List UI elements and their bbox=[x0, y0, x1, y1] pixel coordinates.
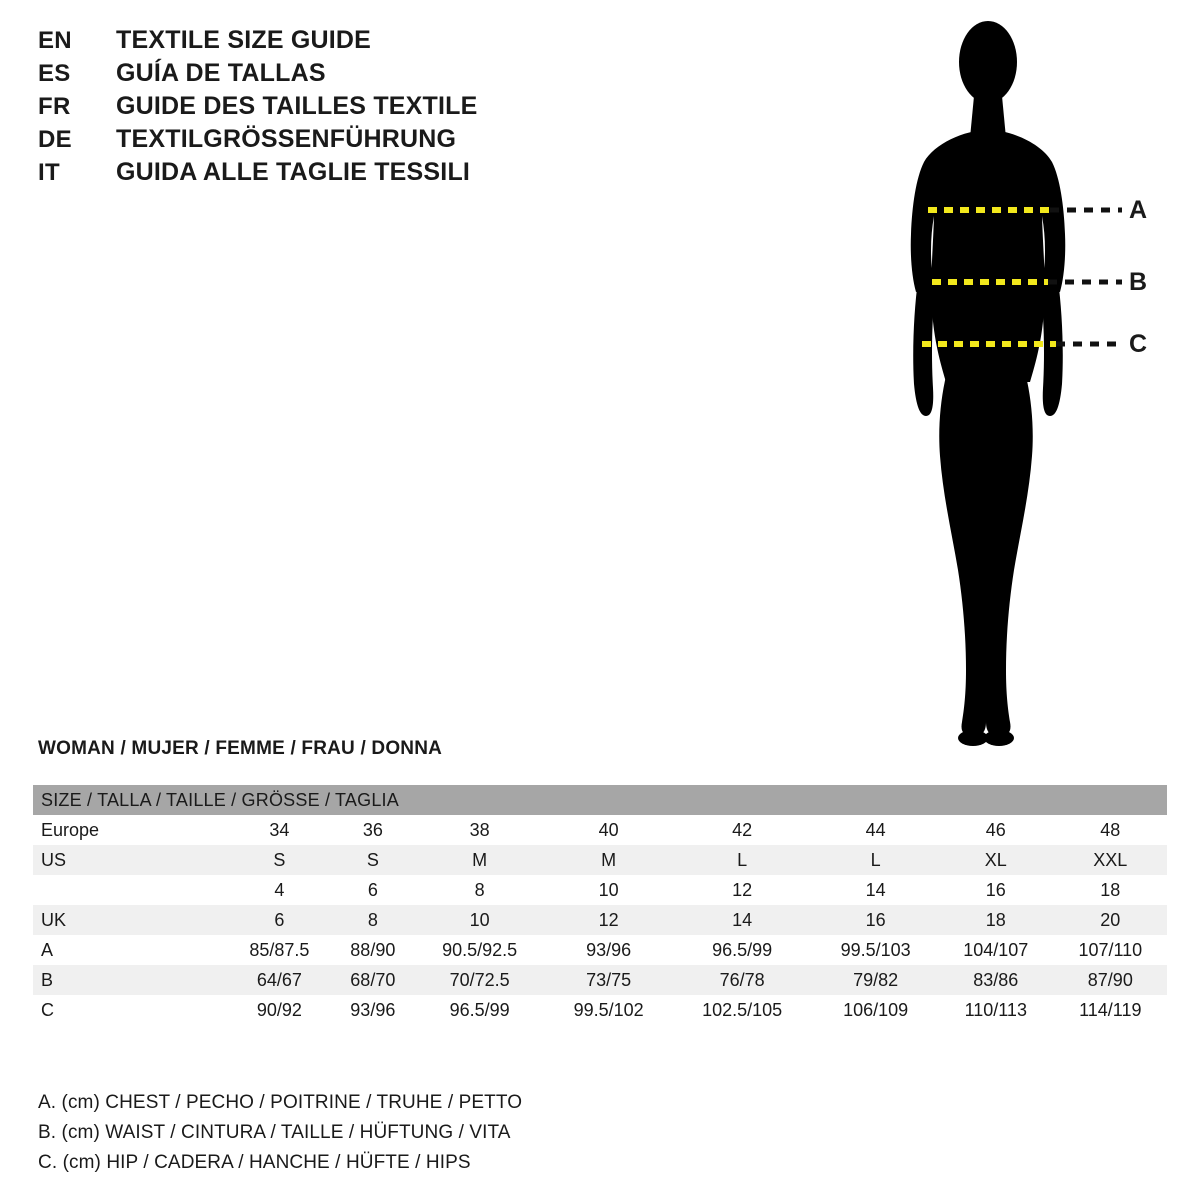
title-lang-es: ES bbox=[38, 60, 71, 87]
cell: 8 bbox=[474, 879, 485, 900]
cell: 104/107 bbox=[963, 939, 1029, 960]
cell: 34 bbox=[269, 819, 290, 840]
cell: 68/70 bbox=[350, 969, 396, 990]
cell: 12 bbox=[732, 879, 753, 900]
table-header-label: SIZE / TALLA / TAILLE / GRÖSSE / TAGLIA bbox=[41, 789, 399, 810]
cell: 114/119 bbox=[1079, 999, 1142, 1020]
title-block bbox=[38, 26, 658, 191]
table-row bbox=[33, 965, 1167, 995]
cell: M bbox=[601, 849, 617, 870]
cell: 38 bbox=[469, 819, 490, 840]
cell: 6 bbox=[274, 909, 285, 930]
cell: 40 bbox=[598, 819, 619, 840]
footnote-chest: A. (cm) CHEST / PECHO / POITRINE / TRUHE / PETTO bbox=[38, 1092, 523, 1113]
cell: 88/90 bbox=[350, 939, 396, 960]
cell: 90.5/92.5 bbox=[442, 939, 518, 960]
cell: 110/113 bbox=[964, 999, 1027, 1020]
cell: 79/82 bbox=[853, 969, 899, 990]
footnotes bbox=[38, 1088, 838, 1178]
title-text-fr: GUIDE DES TAILLES TEXTILE bbox=[116, 92, 478, 120]
table-row bbox=[33, 815, 1167, 845]
row-label-b: B bbox=[41, 969, 54, 990]
title-text-es: GUÍA DE TALLAS bbox=[116, 59, 326, 87]
cell: S bbox=[273, 849, 286, 870]
row-label-uk: UK bbox=[41, 909, 67, 930]
cell: 14 bbox=[732, 909, 753, 930]
title-lang-de: DE bbox=[38, 126, 72, 153]
cell: 16 bbox=[985, 879, 1006, 900]
row-label-us: US bbox=[41, 849, 67, 870]
cell: 85/87.5 bbox=[249, 939, 310, 960]
measure-label-a: A bbox=[1129, 196, 1148, 224]
cell: 107/110 bbox=[1078, 939, 1143, 960]
cell: L bbox=[870, 849, 881, 870]
cell: 12 bbox=[598, 909, 619, 930]
cell: 46 bbox=[985, 819, 1006, 840]
footnote-hip: C. (cm) HIP / CADERA / HANCHE / HÜFTE / HIPS bbox=[38, 1152, 471, 1173]
cell: 73/75 bbox=[586, 969, 632, 990]
row-label-a: A bbox=[41, 939, 54, 960]
cell: XL bbox=[984, 849, 1007, 870]
cell: 102.5/105 bbox=[702, 999, 783, 1020]
title-lang-fr: FR bbox=[38, 93, 71, 120]
cell: 70/72.5 bbox=[449, 969, 510, 990]
table-row bbox=[33, 905, 1167, 935]
size-table bbox=[33, 785, 1167, 1025]
section-title: WOMAN / MUJER / FEMME / FRAU / DONNA bbox=[38, 738, 443, 759]
cell: 8 bbox=[367, 909, 378, 930]
title-row bbox=[38, 26, 658, 59]
measure-label-b: B bbox=[1129, 268, 1148, 296]
cell: 93/96 bbox=[350, 999, 396, 1020]
cell: 36 bbox=[362, 819, 383, 840]
cell: XXL bbox=[1093, 849, 1128, 870]
cell: 4 bbox=[274, 879, 285, 900]
cell: 64/67 bbox=[256, 969, 302, 990]
title-lang-it: IT bbox=[38, 159, 60, 186]
cell: 96.5/99 bbox=[449, 999, 510, 1020]
row-label-c: C bbox=[41, 999, 54, 1020]
title-row bbox=[38, 92, 658, 125]
title-text-de: TEXTILGRÖSSENFÜHRUNG bbox=[116, 125, 457, 153]
cell: 10 bbox=[598, 879, 619, 900]
cell: 106/109 bbox=[843, 999, 909, 1020]
cell: 83/86 bbox=[973, 969, 1019, 990]
cell: 76/78 bbox=[719, 969, 765, 990]
cell: S bbox=[366, 849, 379, 870]
table-row bbox=[33, 845, 1167, 875]
title-row bbox=[38, 158, 658, 191]
female-body-silhouette-icon bbox=[860, 10, 1190, 750]
cell: M bbox=[472, 849, 488, 870]
cell: 18 bbox=[1100, 879, 1121, 900]
cell: 90/92 bbox=[256, 999, 302, 1020]
cell: 42 bbox=[732, 819, 753, 840]
cell: 44 bbox=[865, 819, 886, 840]
cell: 20 bbox=[1100, 909, 1121, 930]
figure-area bbox=[860, 10, 1190, 750]
cell: 87/90 bbox=[1087, 969, 1133, 990]
cell: L bbox=[737, 849, 748, 870]
cell: 96.5/99 bbox=[712, 939, 773, 960]
table-row bbox=[33, 875, 1167, 905]
cell: 99.5/102 bbox=[573, 999, 644, 1020]
cell: 6 bbox=[367, 879, 378, 900]
footnote-waist: B. (cm) WAIST / CINTURA / TAILLE / HÜFTUNG / VITA bbox=[38, 1122, 511, 1143]
table-header-row bbox=[33, 785, 1167, 815]
title-text-en: TEXTILE SIZE GUIDE bbox=[116, 26, 372, 54]
title-row bbox=[38, 125, 658, 158]
title-row bbox=[38, 59, 658, 92]
cell: 14 bbox=[865, 879, 886, 900]
table-row bbox=[33, 935, 1167, 965]
row-label-us-numeric bbox=[33, 875, 226, 905]
cell: 99.5/103 bbox=[840, 939, 911, 960]
measure-label-c: C bbox=[1129, 330, 1148, 358]
table-row bbox=[33, 995, 1167, 1025]
cell: 18 bbox=[985, 909, 1006, 930]
cell: 10 bbox=[469, 909, 490, 930]
cell: 48 bbox=[1100, 819, 1121, 840]
row-label-europe: Europe bbox=[41, 819, 100, 840]
cell: 93/96 bbox=[586, 939, 632, 960]
title-lang-en: EN bbox=[38, 27, 72, 54]
cell: 16 bbox=[865, 909, 886, 930]
title-text-it: GUIDA ALLE TAGLIE TESSILI bbox=[116, 158, 471, 186]
